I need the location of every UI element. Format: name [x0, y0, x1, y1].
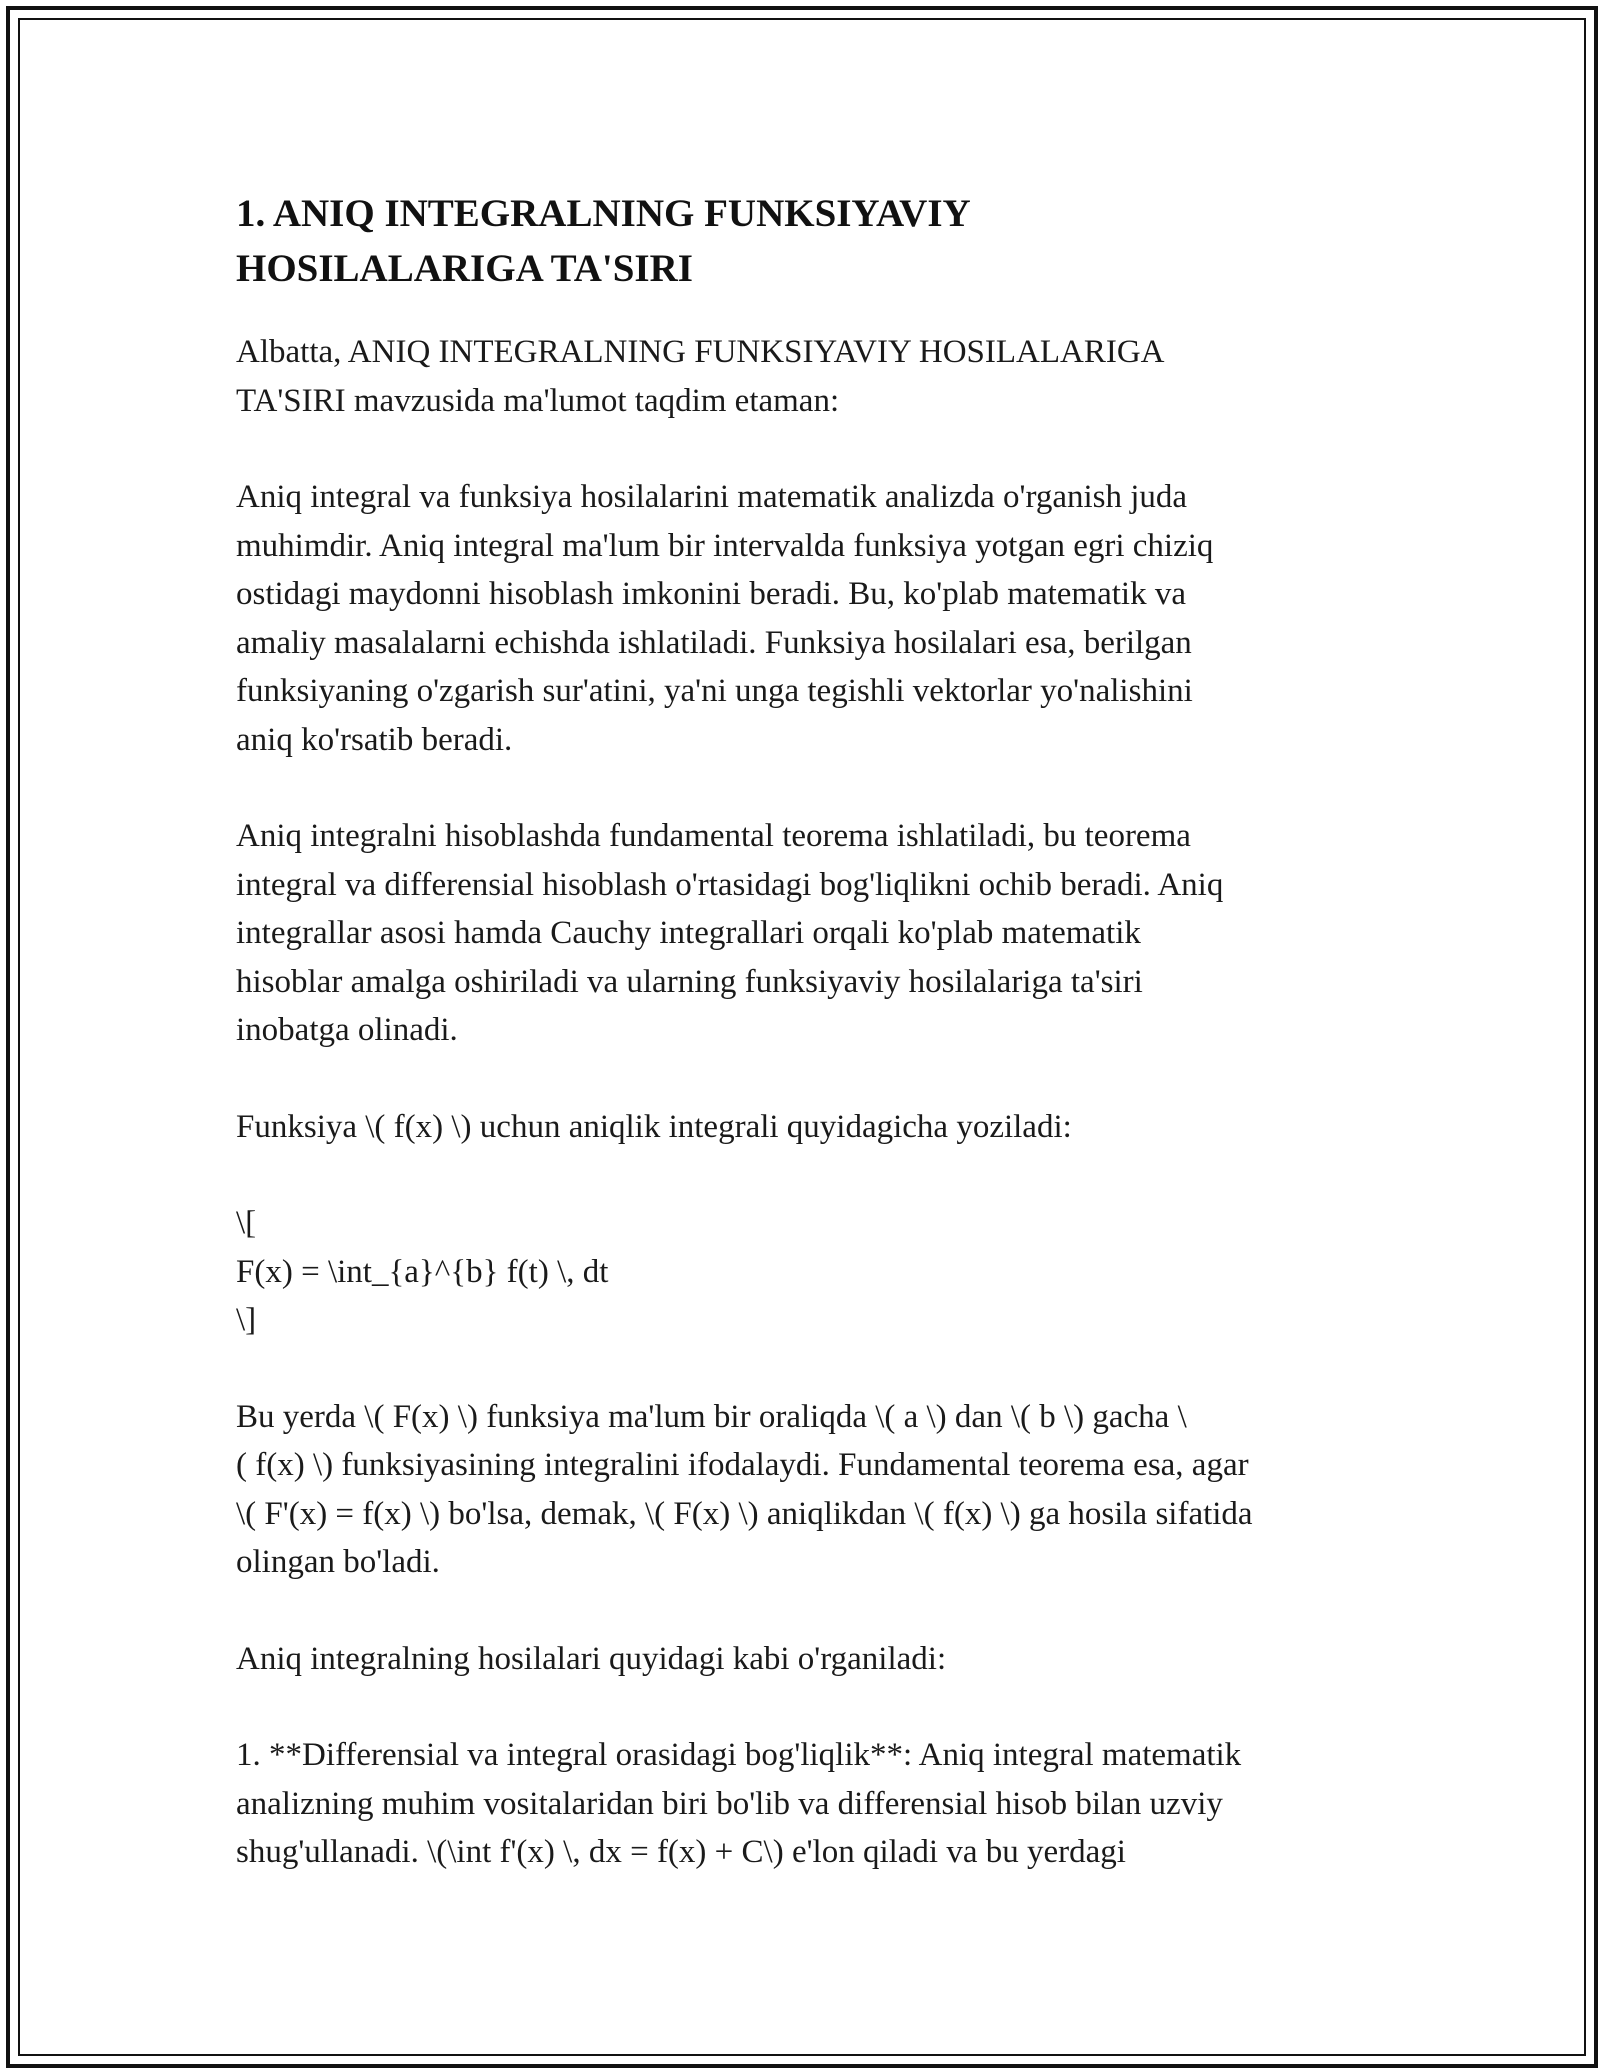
text-line: shug'ullanadi. \(\int f'(x) \, dx = f(x) + C\) e'lon qiladi va bu yerdagi [236, 1834, 1126, 1870]
paragraph-fundamental-theorem [236, 812, 1386, 1055]
text-line: inobatga olinadi. [236, 1012, 458, 1048]
text-line: amaliy masalalarni echishda ishlatiladi. Funksiya hosilalari esa, berilgan [236, 624, 1192, 661]
paragraph-intro [236, 328, 1386, 425]
text-line: 1. **Differensial va integral orasidagi bog'liqlik**: Aniq integral matematik [236, 1737, 1242, 1773]
text-line: \( F'(x) = f(x) \) bo'lsa, demak, \( F(x) \) aniqlikdan \( f(x) \) ga hosila sifatida [236, 1495, 1253, 1532]
text-line: funksiyaning o'zgarish sur'atini, ya'ni unga tegishli vektorlar yo'nalishini [236, 673, 1193, 709]
title-line: HOSILALARIGA TA'SIRI [236, 247, 693, 290]
text-line: Aniq integral va funksiya hosilalarini matematik analizda o'rganish juda [236, 479, 1188, 515]
text-line: TA'SIRI mavzusida ma'lumot taqdim etaman: [236, 382, 840, 419]
text-line: aniq ko'rsatib beradi. [236, 721, 513, 758]
text-line: Bu yerda \( F(x) \) funksiya ma'lum bir oraliqda \( a \) dan \( b \) gacha \ [236, 1398, 1187, 1435]
formula-line: \] [236, 1302, 257, 1338]
text-line: ostidagi maydonni hisoblash imkonini beradi. Bu, ko'plab matematik va [236, 576, 1186, 612]
text-line: hisoblar amalga oshiriladi va ularning funksiyaviy hosilalariga ta'siri [236, 963, 1143, 1000]
formula-block [236, 1199, 1386, 1345]
formula-line: \[ [236, 1205, 257, 1241]
text-line: Aniq integralni hisoblashda fundamental teorema ishlatiladi, bu teorema [236, 818, 1191, 854]
document-title [236, 186, 1386, 296]
paragraph-overview [236, 473, 1386, 764]
paragraph-list-intro [236, 1635, 1386, 1684]
text-line: integral va differensial hisoblash o'rtasidagi bog'liqlikni ochib beradi. Aniq [236, 866, 1224, 903]
text-line: integrallar asosi hamda Cauchy integrallari orqali ko'plab matematik [236, 915, 1141, 951]
text-line: analizning muhim vositalaridan biri bo'lib va differensial hisob bilan uzviy [236, 1785, 1223, 1822]
document-body [236, 186, 1386, 1877]
text-line: ( f(x) \) funksiyasining integralini ifodalaydi. Fundamental teorema esa, agar [236, 1447, 1249, 1483]
text-line: Albatta, ANIQ INTEGRALNING FUNKSIYAVIY HOSILALARIGA [236, 334, 1165, 370]
text-line: Funksiya \( f(x) \) uchun aniqlik integrali quyidagicha yoziladi: [236, 1108, 1072, 1145]
text-line: Aniq integralning hosilalari quyidagi kabi o'rganiladi: [236, 1640, 947, 1677]
paragraph-explanation [236, 1393, 1386, 1587]
formula-line: F(x) = \int_{a}^{b} f(t) \, dt [236, 1253, 609, 1290]
list-item-1 [236, 1731, 1386, 1877]
paragraph-definition [236, 1103, 1386, 1152]
text-line: olingan bo'ladi. [236, 1544, 440, 1580]
text-line: muhimdir. Aniq integral ma'lum bir intervalda funksiya yotgan egri chiziq [236, 527, 1214, 564]
title-line: 1. ANIQ INTEGRALNING FUNKSIYAVIY [236, 192, 971, 235]
